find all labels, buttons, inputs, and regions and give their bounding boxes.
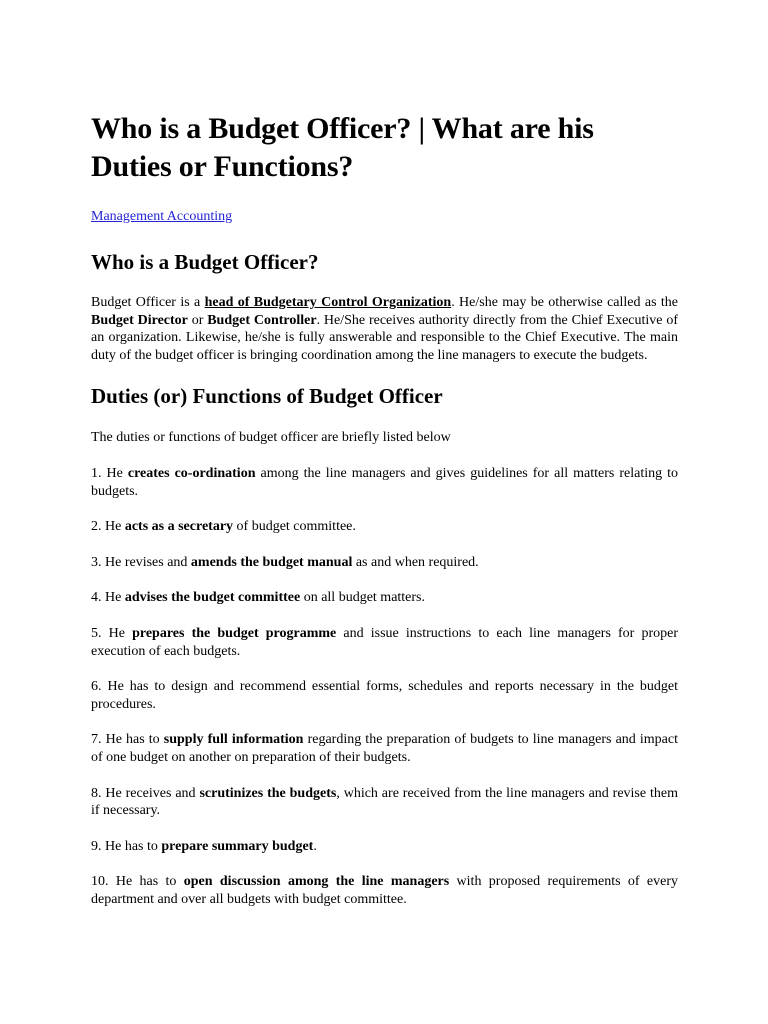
intro-text-2: . He/she may be otherwise called as the	[451, 295, 678, 310]
duty-text: 9. He has to	[91, 838, 162, 854]
intro-bold-director: Budget Director	[91, 312, 188, 328]
duty-text: among the line managers and gives guidelines for all matters relating to budgets.	[91, 465, 678, 499]
duty-bold: open discussion among the line managers	[183, 874, 450, 890]
duty-item	[91, 554, 678, 572]
section-heading-who: Who is a Budget Officer?	[91, 250, 319, 274]
section-heading-duties: Duties (or) Functions of Budget Officer	[91, 384, 443, 409]
duty-text: 7. He has to	[91, 732, 164, 748]
duty-text: 4. He	[91, 590, 125, 606]
duty-item	[91, 678, 678, 713]
duty-text: 5. He	[91, 625, 133, 641]
page-title: Who is a Budget Officer? | What are his Duties or Functions?	[91, 112, 594, 183]
duty-text: as and when required.	[352, 554, 479, 570]
duty-item	[91, 589, 678, 607]
duty-text: 2. He	[91, 519, 125, 535]
duty-text: 1. He	[91, 465, 128, 481]
duty-text: , which are received from the line managers and revise them if necessary.	[91, 785, 678, 819]
article-content	[91, 110, 678, 908]
duty-text: .	[313, 838, 317, 854]
duty-item	[91, 731, 678, 766]
duty-bold: supply full information	[163, 732, 304, 748]
duty-text: regarding the preparation of budgets to line managers and impact of one budget on another on preparation of their budgets.	[91, 732, 678, 765]
duty-text: on all budget matters.	[300, 590, 426, 606]
duty-item	[91, 465, 678, 500]
duties-lead: The duties or functions of budget officer are briefly listed below	[91, 430, 451, 446]
intro-paragraph	[91, 294, 678, 364]
duty-item	[91, 785, 678, 820]
intro-bold-head: head of Budgetary Control Organization	[204, 295, 452, 310]
duty-item	[91, 625, 678, 660]
intro-bold-controller: Budget Controller	[207, 312, 317, 328]
duty-text: with proposed requirements of every department and over all budgets with budget committee.	[91, 874, 678, 907]
duty-bold: prepare summary budget	[161, 838, 314, 854]
intro-text-3: or	[187, 312, 208, 328]
duty-text: 10. He has to	[91, 874, 184, 890]
duty-item	[91, 838, 678, 856]
duty-text: of budget committee.	[233, 519, 356, 535]
intro-text-4: . He/She receives authority directly from the Chief Executive of an organization. Likewise, he/she is fully answerable and responsible to the Chief Executive. The main duty of the budget officer is bringing coordination among the line managers to execute the budgets.	[91, 312, 678, 363]
duty-bold: advises the budget committee	[124, 590, 301, 606]
duty-bold: amends the budget manual	[190, 554, 353, 570]
duty-bold: acts as a secretary	[124, 519, 234, 535]
duty-bold: scrutinizes the budgets	[199, 785, 337, 801]
duty-bold: prepares the budget programme	[132, 625, 337, 641]
duty-text: 6. He has to design and recommend essential forms, schedules and reports necessary in the budget procedures.	[91, 679, 678, 712]
duty-bold: creates co-ordination	[127, 465, 256, 481]
duty-item	[91, 873, 678, 908]
duty-text: 3. He revises and	[91, 554, 191, 570]
duty-text: and issue instructions to each line managers for proper execution of each budgets.	[91, 625, 679, 659]
duty-item	[91, 518, 678, 536]
intro-text-1: Budget Officer is a	[91, 295, 205, 310]
duty-text: 8. He receives and	[91, 785, 200, 801]
category-link[interactable]: Management Accounting	[91, 209, 233, 224]
